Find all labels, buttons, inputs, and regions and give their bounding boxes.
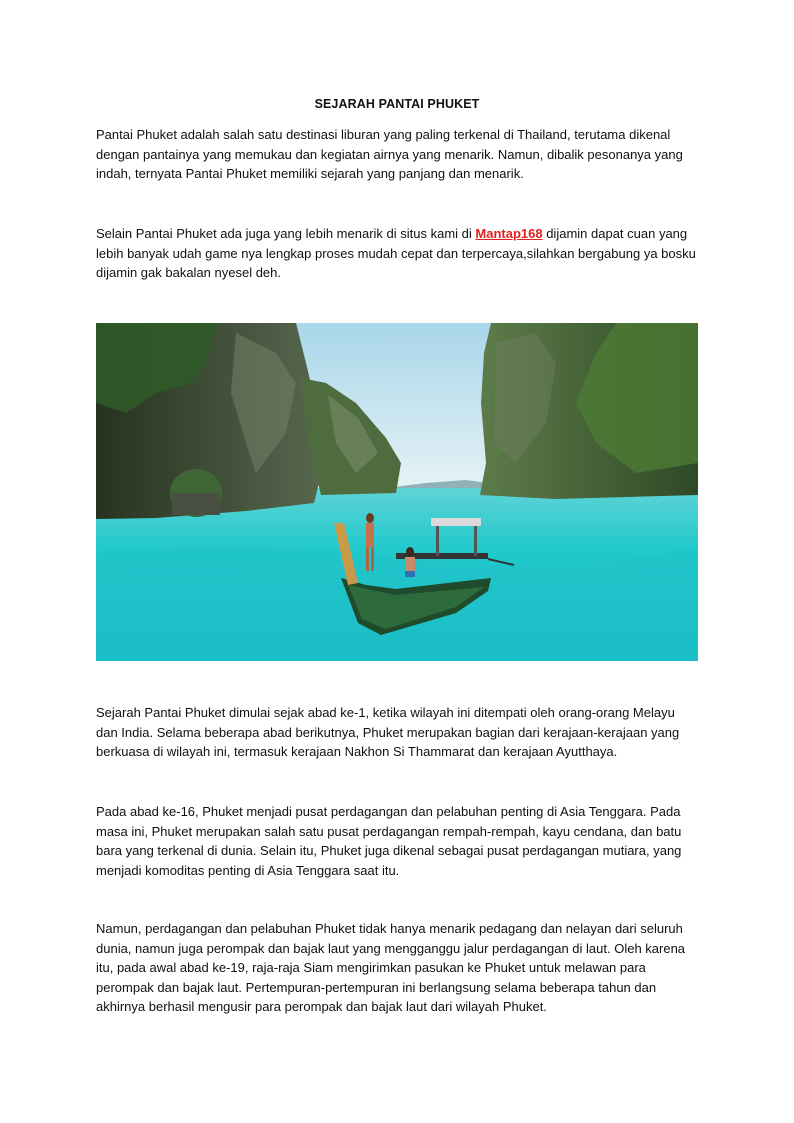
document-title: SEJARAH PANTAI PHUKET: [314, 97, 480, 111]
paragraph-intro: Pantai Phuket adalah salah satu destinasi liburan yang paling terkenal di Thailand, terutama dikenal dengan pantainya yang memukau dan kegiatan airnya yang menarik. Namun, dibalik pesonanya yang indah, ternyata Pantai Phuket memiliki sejarah yang panjang dan menarik.: [96, 127, 683, 182]
promo-text-after: dijamin dapat cuan yang lebih banyak udah game nya lengkap proses mudah cepat dan terpercaya,silahkan bergabung ya bosku dijamin gak bakalan nyesel deh.: [96, 226, 696, 281]
paragraph-history-origin: Sejarah Pantai Phuket dimulai sejak abad ke-1, ketika wilayah ini ditempati oleh orang-orang Melayu dan India. Selama beberapa abad berikutnya, Phuket merupakan bagian dari kerajaan-kerajaan yang berkuasa di wilayah ini, termasuk kerajaan Nakhon Si Thammarat dan kerajaan Ayutthaya.: [96, 705, 680, 760]
phuket-lagoon-photo: [96, 323, 698, 661]
paragraph-pirates: Namun, perdagangan dan pelabuhan Phuket tidak hanya menarik pedagang dan nelayan dari seluruh dunia, namun juga perompak dan bajak laut yang mengganggu jalur perdagangan di laut. Oleh karena itu, pada awal abad ke-19, raja-raja Siam mengirimkan pasukan ke Phuket untuk melawan para perompak dan bajak laut. Pertempuran-pertempuran ini berlangsung selama beberapa tahun dan akhirnya berhasil mengusir para perompak dan bajak laut dari wilayah Phuket.: [96, 921, 686, 1015]
promo-text-before: Selain Pantai Phuket ada juga yang lebih menarik di situs kami di: [96, 226, 476, 241]
paragraph-trade-center: Pada abad ke-16, Phuket menjadi pusat perdagangan dan pelabuhan penting di Asia Tenggara. Pada masa ini, Phuket merupakan salah satu pusat perdagangan rempah-rempah, kayu cendana, dan batu bara yang terkenal di dunia. Selain itu, Phuket juga dikenal sebagai pusat perdagangan mutiara, yang menjadi komoditas penting di Asia Tenggara saat itu.: [96, 804, 682, 878]
paragraph-promo: [96, 224, 700, 283]
mantap168-link[interactable]: Mantap168: [475, 226, 543, 241]
